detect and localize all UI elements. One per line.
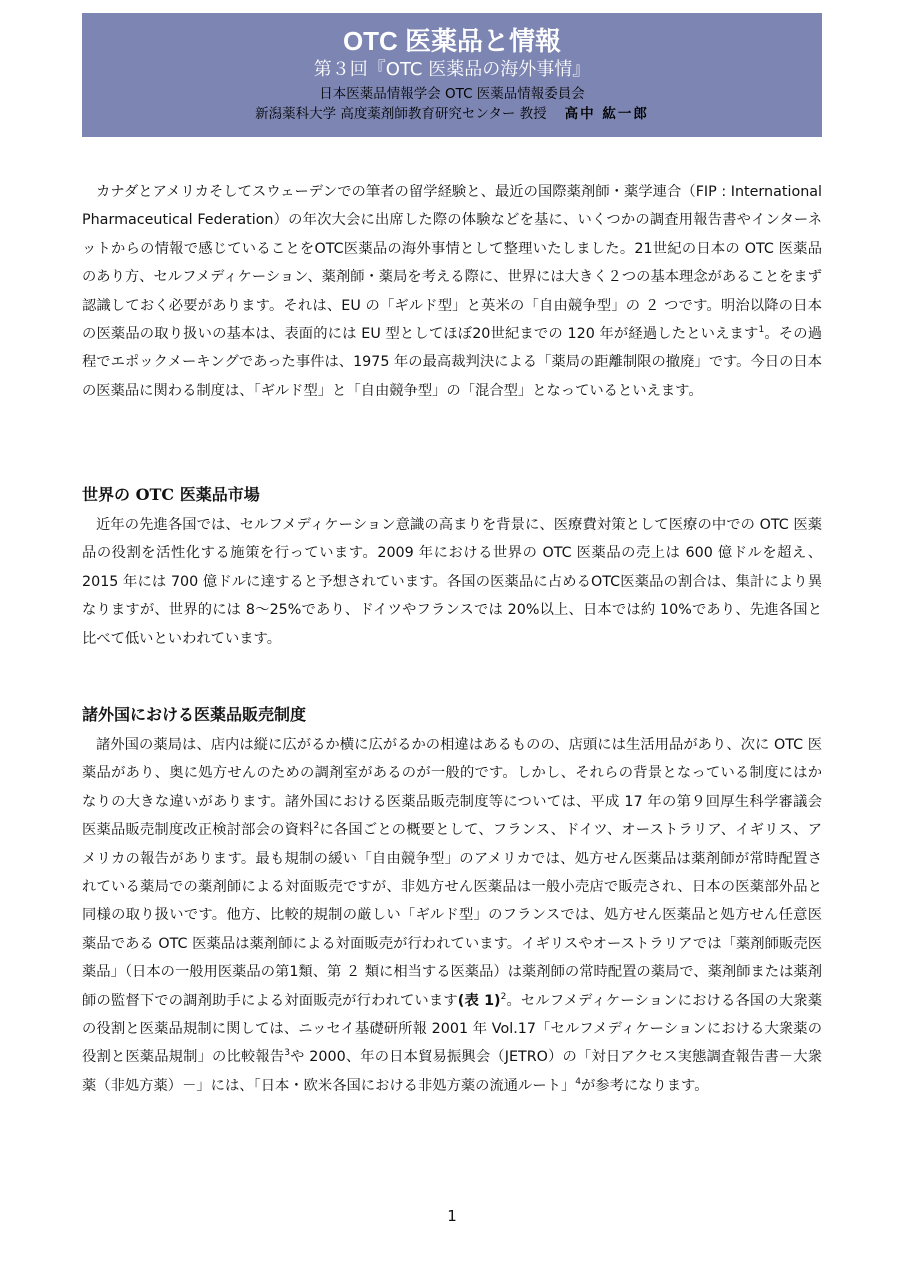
regulation-text-a: 諸外国の薬局は、店内は縦に広がるか横に広がるかの相違はあるものの、店頭には生活用品があり、次に OTC 医薬品があり、奥に処方せんのための調剤室があるのが一般的です。しかし、それらの背景となっている制度にはかなりの大きな違いがあります。諸外国における医薬品販売制度等については、平成 17 年の第９回厚生科学審議会医薬品販売制度改正検討部会の資料 xyxy=(82,737,822,839)
author-line xyxy=(82,104,822,124)
intro-text-a: カナダとアメリカそしてスウェーデンでの筆者の留学経験と、最近の国際薬剤師・薬学連合（FIP : International Pharmaceutical Federation）の年次大会に出席した際の体験などを基に、いくつかの調査用報告書やインターネットからの情報で感じていることをOTC医薬品の海外事情として整理いたしました。21世紀の日本の OTC 医薬品のあり方、セルフメディケーション、薬剤師・薬局を考える際に、世界には大きく２つの基本理念があることをまず認識しておく必要があります。それは、EU の「ギルド型」と英米の「自由競争型」の ２ つです。明治以降の日本の医薬品の取り扱いの基本は、表面的には EU 型としてほぼ20世紀までの 120 年が経過したといえます xyxy=(82,184,822,343)
footnote-ref-1: 1 xyxy=(758,325,765,336)
footnote-ref-2: 2 xyxy=(313,821,320,832)
section-heading-regulation: 諸外国における医薬品販売制度 xyxy=(82,705,307,724)
regulation-paragraph xyxy=(82,731,822,1100)
intro-text-b: 。その過程でエポックメーキングであった事件は、1975 年の最高裁判決による「薬局の距離制限の撤廃」です。今日の日本の医薬品に関わる制度は、「ギルド型」と「自由競争型」の「混合型」となっているといえます。 xyxy=(82,326,823,399)
author-name: 高中 紘一郎 xyxy=(564,106,649,122)
organization: 日本医薬品情報学会 OTC 医薬品情報委員会 xyxy=(319,86,585,102)
market-paragraph: 近年の先進各国では、セルフメディケーション意識の高まりを背景に、医療費対策として医療の中での OTC 医薬品の役割を活性化する施策を行っています。2009 年における世界の OTC 医薬品の売上は 600 億ドルを超え、2015 年には 700 億ドルに達すると予想されています。各国の医薬品に占めるOTC医薬品の割合は、集計により異なりますが、世界的には 8～25%であり、ドイツやフランスでは 20%以上、日本では約 10%であり、先進各国と比べて低いといわれています。 xyxy=(82,517,822,647)
regulation-text-b: に各国ごとの概要として、フランス、ドイツ、オーストラリア、イギリス、アメリカの報告があります。最も規制の緩い「自由競争型」のアメリカでは、処方せん医薬品は薬剤師が常時配置されている薬局での薬剤師による対面販売ですが、非処方せん医薬品は一般小売店で販売され、日本の医薬部外品と同様の取り扱いです。他方、比較的規制の厳しい「ギルド型」のフランスでは、処方せん医薬品と処方せん任意医薬品である OTC 医薬品は薬剤師による対面販売が行われています。イギリスやオーストラリアでは「薬剤師販売医薬品」（日本の一般用医薬品の第1類、第 ２ 類に相当する医薬品）は薬剤師の常時配置の薬局で、薬剤師または薬剤師の監督下での調剤助手による対面販売が行われています xyxy=(82,822,823,1009)
affiliation: 新潟薬科大学 高度薬剤師教育研究センター 教授 xyxy=(255,106,547,122)
regulation-text-e: が参考になります。 xyxy=(580,1077,709,1094)
section-heading-market: 世界の OTC 医薬品市場 xyxy=(82,485,260,504)
intro-paragraph xyxy=(82,178,822,405)
footnote-ref-2b: 2 xyxy=(500,991,507,1002)
page-number: 1 xyxy=(447,1207,457,1225)
footnote-ref-3: 3 xyxy=(284,1048,290,1059)
page-subtitle: 第３回『OTC 医薬品の海外事情』 xyxy=(313,59,591,80)
regulation-text-d: や 2000、年の日本貿易振興会（JETRO）の「対日アクセス実態調査報告書－大衆薬（非処方薬）－」には、「日本・欧米各国における非処方薬の流通ルート」 xyxy=(82,1049,822,1094)
regulation-text-c: 。セルフメディケーションにおける各国の大衆薬の役割と医薬品規制に関しては、ニッセイ基礎研所報 2001 年 Vol.17「セルフメディケーションにおける大衆薬の役割と医薬品規制」の比較報告 xyxy=(82,992,822,1066)
page-title: OTC 医薬品と情報 xyxy=(342,26,562,56)
footnote-ref-4: 4 xyxy=(575,1077,581,1088)
table-reference: (表 1) xyxy=(457,992,501,1009)
header-banner xyxy=(82,13,822,137)
